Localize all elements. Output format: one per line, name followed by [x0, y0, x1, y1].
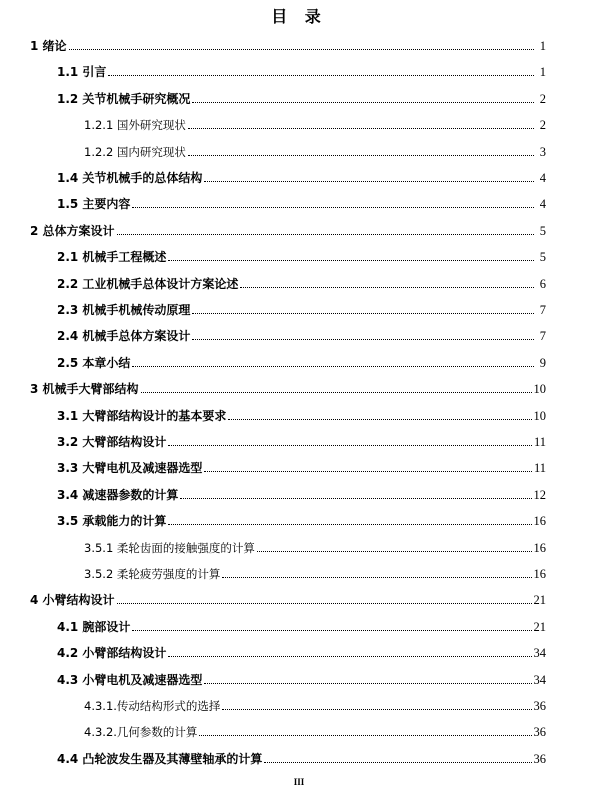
- toc-entry-page-number: 10: [533, 382, 546, 397]
- dot-leader: [180, 498, 531, 499]
- toc-entry-title: 4.3.1.传动结构形式的选择: [84, 699, 221, 713]
- toc-entry-title: 3.4 减速器参数的计算: [57, 487, 179, 502]
- dot-leader: [117, 234, 534, 235]
- toc-entry-title: 1 绪论: [30, 39, 67, 53]
- dot-leader: [188, 128, 534, 129]
- toc-entry-page-number: 36: [533, 699, 546, 713]
- toc-entry-title: 1.2.2 国内研究现状: [84, 144, 186, 159]
- toc-entry-title: 3.2 大臂部结构设计: [57, 435, 167, 449]
- dot-leader: [117, 603, 532, 604]
- toc-entry[interactable]: [57, 430, 546, 450]
- dot-leader: [132, 207, 534, 208]
- toc-entry-title: 3 机械手大臂部结构: [30, 382, 139, 397]
- toc-entry-title: 1.4 关节机械手的总体结构: [57, 171, 203, 185]
- toc-entry-title: 4.3 小臂电机及减速器选型: [57, 672, 203, 687]
- toc-entry-page-number: 21: [533, 619, 546, 634]
- toc-entry-title: 2.5 本章小结: [57, 355, 131, 370]
- toc-entry-title: 1.2.1 国外研究现状: [84, 118, 186, 133]
- toc-entry[interactable]: [84, 113, 546, 133]
- toc-entry-title: 3.5 承载能力的计算: [57, 514, 167, 529]
- toc-entry-title: 1.1 引言: [57, 65, 107, 80]
- toc-entry-page-number: 1: [539, 65, 546, 80]
- toc-entry[interactable]: [57, 509, 546, 529]
- toc-entry-title: 1.2 关节机械手研究概况: [57, 91, 191, 106]
- toc-entry-page-number: 16: [533, 540, 546, 555]
- toc-entry[interactable]: [57, 668, 546, 688]
- dot-leader: [132, 366, 534, 367]
- toc-entry-title: 4.4 凸轮波发生器及其薄壁轴承的计算: [57, 751, 263, 766]
- toc-entry[interactable]: [57, 747, 546, 767]
- toc-entry[interactable]: [57, 166, 546, 186]
- toc-entry-page-number: 16: [533, 567, 546, 581]
- toc-entry-page-number: 3: [539, 144, 546, 159]
- toc-entry-page-number: 5: [539, 250, 546, 265]
- toc-entry[interactable]: [84, 720, 546, 740]
- toc-entry[interactable]: [84, 140, 546, 160]
- toc-entry-page-number: 4: [539, 171, 546, 185]
- toc-entry-page-number: 4: [539, 197, 546, 212]
- toc-entry[interactable]: [57, 192, 546, 212]
- toc-entry-title: 3.5.1 柔轮齿面的接触强度的计算: [84, 540, 255, 555]
- dot-leader: [168, 524, 531, 525]
- toc-entry-title: 4 小臂结构设计: [30, 593, 115, 608]
- toc-entry[interactable]: [57, 324, 546, 344]
- toc-entry-title: 1.5 主要内容: [57, 197, 131, 212]
- toc-entry[interactable]: [57, 87, 546, 107]
- toc-entry[interactable]: [57, 245, 546, 265]
- toc-entry-title: 3.5.2 柔轮疲劳强度的计算: [84, 567, 221, 581]
- toc-entry-page-number: 1: [539, 39, 546, 53]
- dot-leader: [192, 313, 534, 314]
- dot-leader: [264, 762, 531, 763]
- toc-entry-page-number: 7: [539, 329, 546, 344]
- dot-leader: [141, 392, 532, 393]
- toc-entry-page-number: 5: [539, 223, 546, 238]
- toc-entry[interactable]: [57, 404, 546, 424]
- dot-leader: [204, 471, 532, 472]
- toc-entry-title: 4.1 腕部设计: [57, 619, 131, 634]
- toc-entry-page-number: 36: [533, 751, 546, 766]
- toc-entry-title: 2.1 机械手工程概述: [57, 250, 167, 265]
- toc-entry[interactable]: [57, 60, 546, 80]
- toc-entry-page-number: 9: [539, 355, 546, 370]
- toc-entry-title: 2.2 工业机械手总体设计方案论述: [57, 276, 239, 291]
- toc-entry[interactable]: [84, 562, 546, 582]
- toc-entry[interactable]: [30, 219, 546, 239]
- dot-leader: [204, 683, 531, 684]
- toc-entry-title: 3.3 大臂电机及减速器选型: [57, 461, 203, 476]
- dot-leader: [257, 551, 532, 552]
- dot-leader: [222, 709, 531, 710]
- toc-entry-page-number: 11: [533, 461, 546, 476]
- dot-leader: [228, 419, 531, 420]
- dot-leader: [132, 630, 531, 631]
- toc-entry-page-number: 16: [533, 514, 546, 529]
- toc-entry[interactable]: [84, 694, 546, 714]
- toc-entry-title: 4.3.2.几何参数的计算: [84, 725, 198, 740]
- toc-entry-page-number: 34: [533, 672, 546, 687]
- toc-entry-page-number: 6: [539, 276, 546, 291]
- dot-leader: [188, 155, 534, 156]
- dot-leader: [69, 49, 534, 50]
- toc-entry[interactable]: [30, 377, 546, 397]
- dot-leader: [108, 75, 534, 76]
- toc-entry[interactable]: [57, 272, 546, 292]
- toc-entry[interactable]: [57, 483, 546, 503]
- toc-entry[interactable]: [57, 456, 546, 476]
- toc-entry[interactable]: [57, 615, 546, 635]
- toc-entry[interactable]: [30, 588, 546, 608]
- toc-entry-title: 4.2 小臂部结构设计: [57, 646, 167, 661]
- dot-leader: [168, 445, 532, 446]
- dot-leader: [204, 181, 534, 182]
- toc-entry-page-number: 34: [533, 646, 546, 661]
- toc-entry-page-number: 7: [539, 303, 546, 317]
- dot-leader: [168, 656, 531, 657]
- toc-entry[interactable]: [57, 351, 546, 371]
- toc-entry-title: 2.3 机械手机械传动原理: [57, 303, 191, 317]
- toc-entry-page-number: 36: [533, 725, 546, 740]
- toc-entry-page-number: 21: [533, 593, 546, 608]
- toc-entry[interactable]: [57, 298, 546, 318]
- toc-entry-title: 2 总体方案设计: [30, 223, 115, 238]
- dot-leader: [192, 339, 534, 340]
- toc-entry[interactable]: [57, 641, 546, 661]
- toc-entry-title: 3.1 大臂部结构设计的基本要求: [57, 408, 227, 423]
- page-number-footer: III: [293, 777, 305, 787]
- toc-entry-title: 2.4 机械手总体方案设计: [57, 329, 191, 344]
- toc-entry-page-number: 12: [533, 487, 546, 502]
- dot-leader: [168, 260, 534, 261]
- dot-leader: [199, 735, 531, 736]
- toc-entry-page-number: 10: [533, 408, 546, 423]
- toc-entry-page-number: 2: [539, 118, 546, 133]
- toc-entry-page-number: 2: [539, 91, 546, 106]
- dot-leader: [222, 577, 531, 578]
- toc-entry-page-number: 11: [533, 435, 546, 449]
- dot-leader: [240, 287, 534, 288]
- toc-entry[interactable]: [84, 536, 546, 556]
- dot-leader: [192, 102, 534, 103]
- toc-entry[interactable]: [30, 34, 546, 54]
- page-title: 目 录: [271, 7, 327, 26]
